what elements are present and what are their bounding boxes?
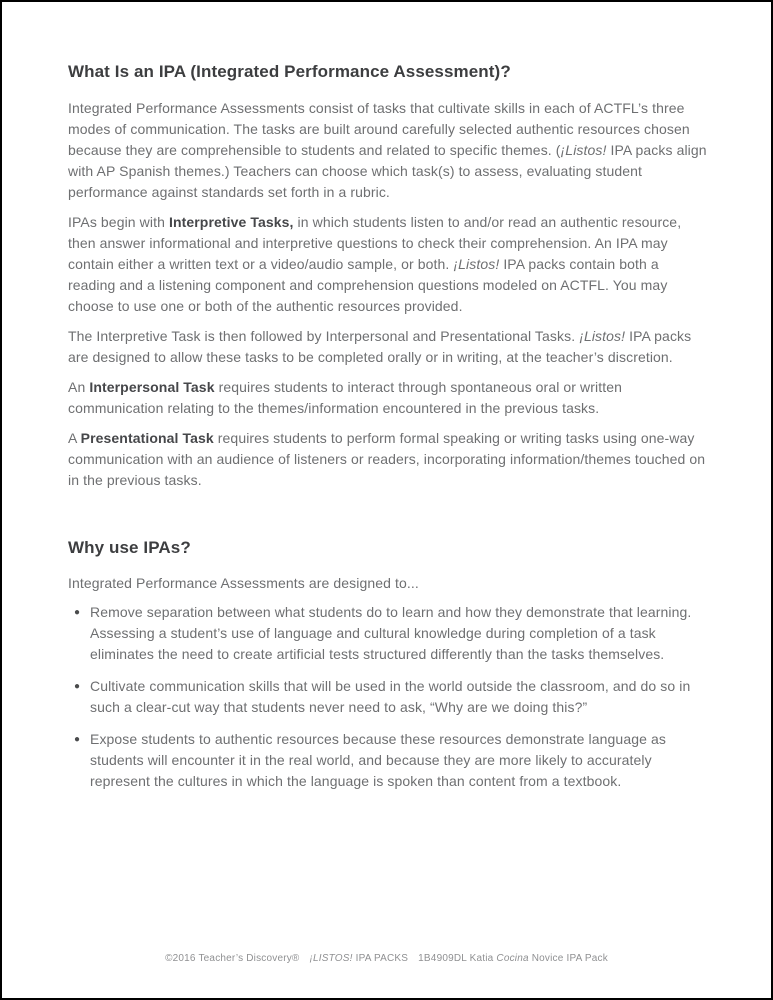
- page-content: [2, 2, 771, 792]
- bullet-text: Expose students to authentic resources because these resources demonstrate language as students will encounter it in the real world, and because they are more likely to accurately represent the cultures in which the language is spoken than content from a textbook.: [90, 731, 666, 789]
- bullet-text: Cultivate communication skills that will be used in the world outside the classroom, and do so in such a clear-cut way that students never need to ask, “Why are we doing this?”: [90, 678, 691, 715]
- paragraph-text: IPA packs contain both a reading and a listening component and comprehension questions modeled on ACTFL. You may choose to use one or both of the authentic resources provided.: [68, 256, 668, 314]
- footer-product-rest: Novice IPA Pack: [528, 953, 608, 964]
- paragraph-what-3: [68, 326, 709, 368]
- section-heading-why: Why use IPAs?: [68, 538, 191, 557]
- bullet-item: [74, 676, 709, 718]
- bullet-item: [74, 729, 709, 792]
- footer-product-code: 1B4909DL Katia: [418, 953, 497, 964]
- paragraph-text: IPAs begin with: [68, 214, 169, 230]
- footer-product-italic: Cocina: [496, 953, 529, 964]
- bullet-item: [74, 602, 709, 665]
- paragraph-text: in which students listen to and/or read an authentic resource, then answer informational and interpretive questions to check their comprehension. An IPA may contain either a written text or a video/audio sample, or both.: [68, 214, 682, 272]
- paragraph-what-5: [68, 428, 709, 491]
- paragraph-text: IPA packs are designed to allow these tasks to be completed orally or in writing, at the teacher’s discretion.: [68, 328, 692, 365]
- paragraph-text: A: [68, 430, 81, 446]
- paragraph-text: IPA packs align with AP Spanish themes.) Teachers can choose which task(s) to assess, evaluating student performance against standards set forth in a rubric.: [68, 142, 707, 200]
- footer-brand: [310, 953, 409, 964]
- bullet-icon: ●: [74, 607, 81, 618]
- inline-bold-term: Interpersonal Task: [89, 379, 215, 395]
- listos-italic: ¡Listos!: [560, 142, 607, 158]
- footer-copyright: ©2016 Teacher’s Discovery®: [165, 953, 300, 964]
- why-intro-text: Integrated Performance Assessments are designed to...: [68, 575, 419, 591]
- bullet-icon: ●: [74, 734, 81, 745]
- listos-italic: ¡Listos!: [579, 328, 626, 344]
- bullet-text: Remove separation between what students do to learn and how they demonstrate that learning. Assessing a student’s use of language and cultural knowledge during completion of a task eliminates the need to create artificial tests structured differently than the tasks themselves.: [90, 604, 692, 662]
- paragraph-text: requires students to interact through spontaneous oral or written communication relating to the themes/information encountered in the previous tasks.: [68, 379, 622, 416]
- paragraph-what-4: [68, 377, 709, 419]
- paragraph-text: Integrated Performance Assessments consist of tasks that cultivate skills in each of ACTFL’s three modes of communication. The tasks are built around carefully selected authentic resources chosen because they are comprehensible to students and related to specific themes. (: [68, 100, 690, 158]
- paragraph-text: An: [68, 379, 90, 395]
- paragraph-text: The Interpretive Task is then followed by Interpersonal and Presentational Tasks.: [68, 328, 580, 344]
- bullet-list: [68, 602, 709, 792]
- paragraph-what-1: [68, 98, 709, 203]
- bullet-icon: ●: [74, 681, 81, 692]
- listos-italic: ¡Listos!: [453, 256, 500, 272]
- paragraph-text: requires students to perform formal speaking or writing tasks using one-way communication with an audience of listeners or readers, incorporating information/themes touched on in the previous tasks.: [68, 430, 706, 488]
- inline-bold-term: Interpretive Tasks,: [168, 214, 294, 230]
- paragraph-what-2: [68, 212, 709, 317]
- page-footer: [2, 952, 771, 965]
- page-title: What Is an IPA (Integrated Performance Assessment)?: [68, 62, 511, 81]
- footer-product: [418, 953, 608, 964]
- footer-brand-rest: IPA PACKS: [352, 953, 409, 964]
- footer-brand-italic: ¡LISTOS!: [309, 953, 353, 964]
- inline-bold-term: Presentational Task: [80, 430, 214, 446]
